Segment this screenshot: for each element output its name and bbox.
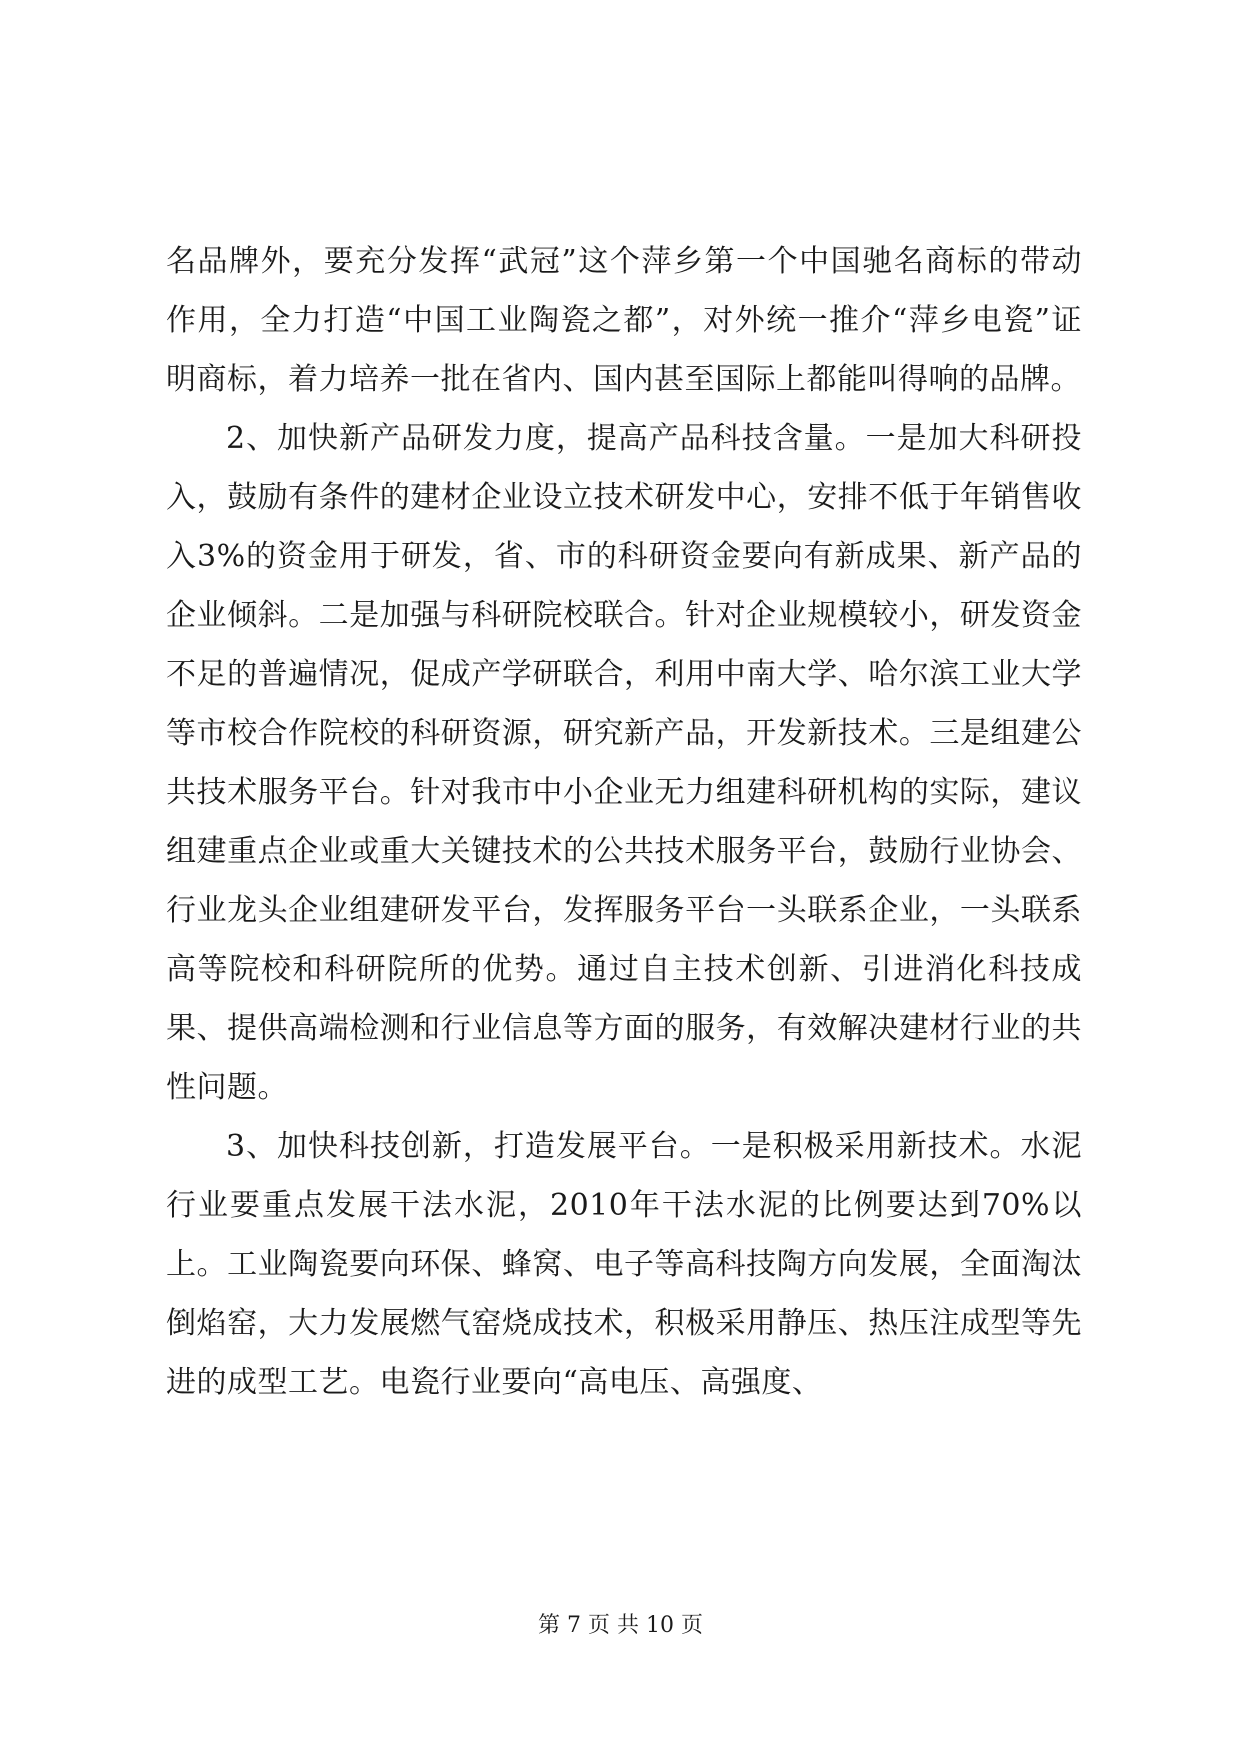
paragraph-item-2: 2、加快新产品研发力度，提高产品科技含量。一是加大科研投入，鼓励有条件的建材企业设立技术研发中心，安排不低于年销售收入3%的资金用于研发，省、市的科研资金要向有新成果、新产品的企业倾斜。二是加强与科研院校联合。针对企业规模较小，研发资金不足的普遍情况，促成产学研联合，利用中南大学、哈尔滨工业大学等市校合作院校的科研资源，研究新产品，开发新技术。三是组建公共技术服务平台。针对我市中小企业无力组建科研机构的实际，建议组建重点企业或重大关键技术的公共技术服务平台，鼓励行业协会、行业龙头企业组建研发平台，发挥服务平台一头联系企业，一头联系高等院校和科研院所的优势。通过自主技术创新、引进消化科技成果、提供高端检测和行业信息等方面的服务，有效解决建材行业的共性问题。 (166, 421, 1082, 1105)
page-number-label: 第 7 页 共 10 页 (538, 1613, 703, 1638)
document-body (166, 232, 1082, 1412)
paragraph-continuation: 名品牌外，要充分发挥“武冠”这个萍乡第一个中国驰名商标的带动作用，全力打造“中国工业陶瓷之都”，对外统一推介“萍乡电瓷”证明商标，着力培养一批在省内、国内甚至国际上都能叫得响的品牌。 (166, 244, 1082, 397)
page-footer (0, 1611, 1241, 1641)
paragraph-item-3: 3、加快科技创新，打造发展平台。一是积极采用新技术。水泥行业要重点发展干法水泥，2010年干法水泥的比例要达到70%以上。工业陶瓷要向环保、蜂窝、电子等高科技陶方向发展，全面淘汰倒焰窑，大力发展燃气窑烧成技术，积极采用静压、热压注成型等先进的成型工艺。电瓷行业要向“高电压、高强度、 (166, 1129, 1082, 1400)
